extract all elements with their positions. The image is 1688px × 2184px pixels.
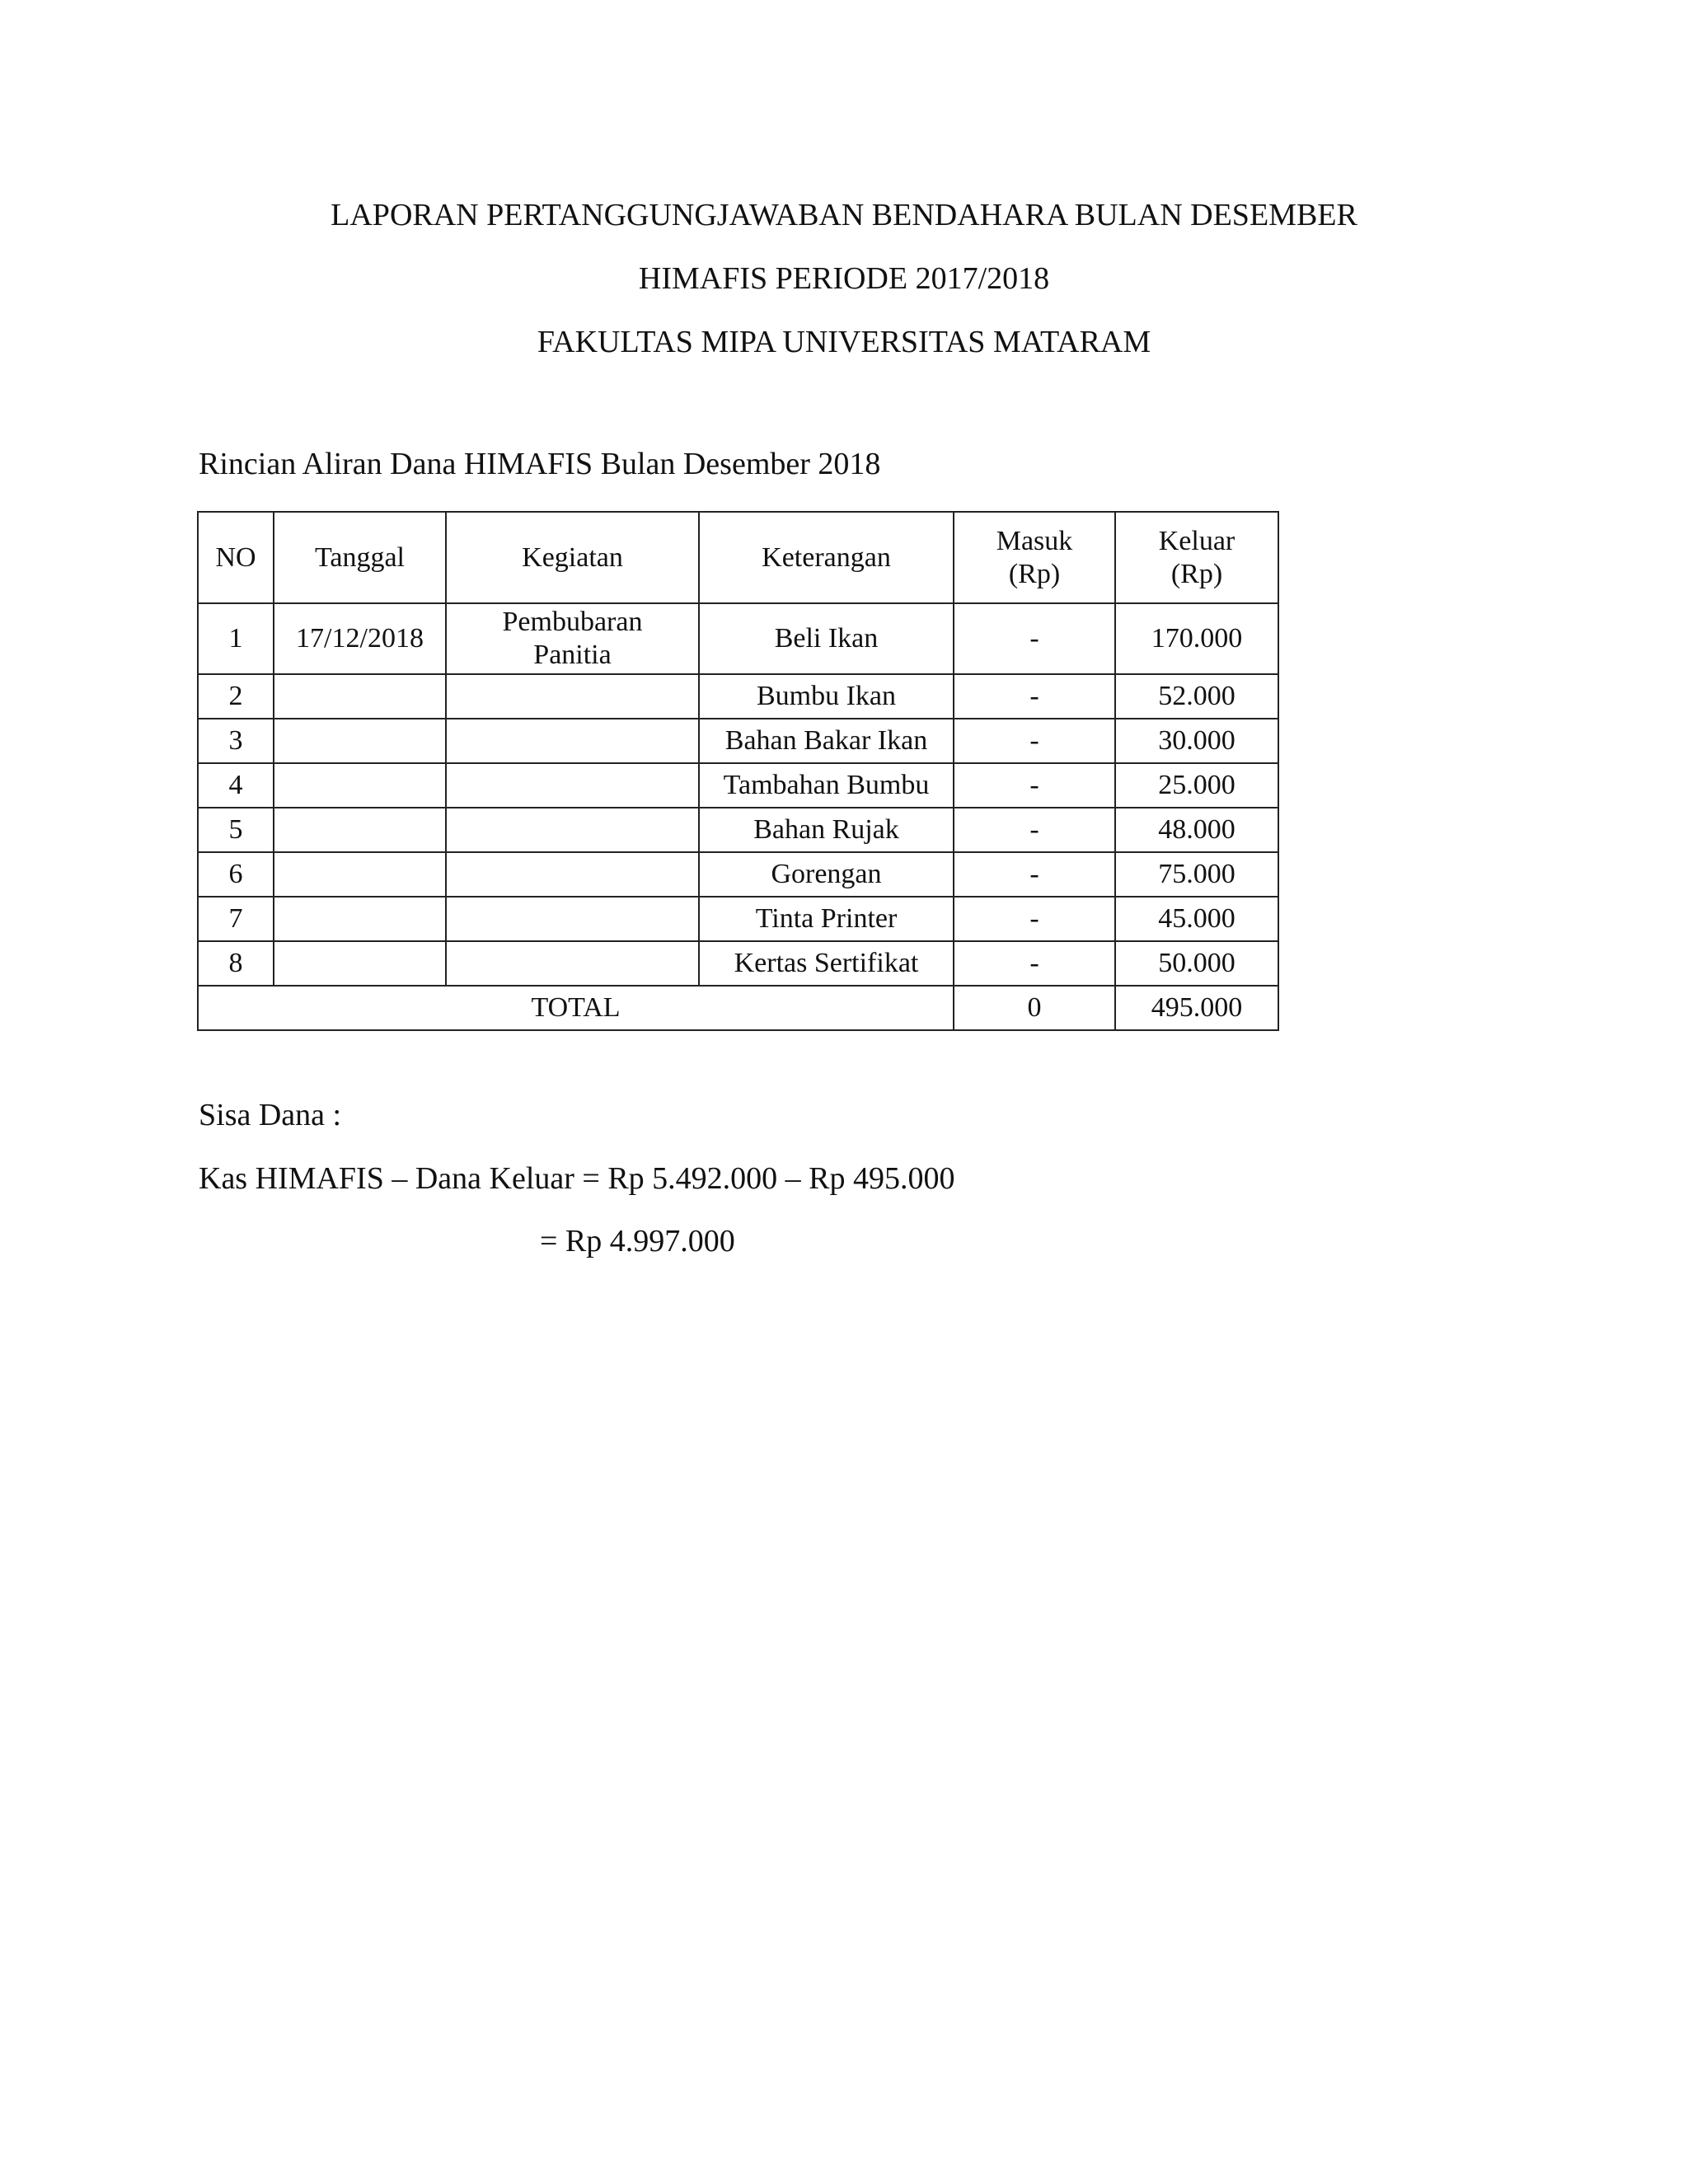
col-header-keluar <box>1115 512 1278 603</box>
cell-keluar: 50.000 <box>1115 941 1278 986</box>
col-header-no: NO <box>198 512 274 603</box>
cell-kegiatan <box>446 852 699 897</box>
table-row <box>198 941 1278 986</box>
cell-tanggal <box>274 763 446 808</box>
cell-keterangan: Tambahan Bumbu <box>699 763 954 808</box>
cell-keterangan: Tinta Printer <box>699 897 954 941</box>
cell-keterangan: Kertas Sertifikat <box>699 941 954 986</box>
table-row <box>198 719 1278 763</box>
cell-keluar: 30.000 <box>1115 719 1278 763</box>
table-row <box>198 763 1278 808</box>
cell-tanggal: 17/12/2018 <box>274 603 446 674</box>
cell-keluar: 48.000 <box>1115 808 1278 852</box>
cell-no: 3 <box>198 719 274 763</box>
cell-tanggal <box>274 719 446 763</box>
cell-masuk: - <box>954 763 1115 808</box>
cell-kegiatan-line1: Pembubaran <box>502 607 643 637</box>
cell-tanggal <box>274 808 446 852</box>
col-header-keterangan: Keterangan <box>699 512 954 603</box>
cell-masuk: - <box>954 603 1115 674</box>
cell-no: 8 <box>198 941 274 986</box>
cell-masuk: - <box>954 941 1115 986</box>
cell-keterangan: Beli Ikan <box>699 603 954 674</box>
cell-no: 2 <box>198 674 274 719</box>
table-header <box>198 512 1278 603</box>
table-row <box>198 603 1278 674</box>
cell-kegiatan <box>446 719 699 763</box>
cell-no: 7 <box>198 897 274 941</box>
col-header-masuk-unit: (Rp) <box>1008 558 1061 589</box>
total-label: TOTAL <box>198 986 954 1030</box>
cell-tanggal <box>274 852 446 897</box>
table-body <box>198 603 1278 1030</box>
cell-masuk: - <box>954 674 1115 719</box>
cell-keluar: 170.000 <box>1115 603 1278 674</box>
col-header-masuk <box>954 512 1115 603</box>
cell-keluar: 45.000 <box>1115 897 1278 941</box>
table-row <box>198 852 1278 897</box>
cell-keluar: 25.000 <box>1115 763 1278 808</box>
col-header-masuk-label: Masuk <box>996 525 1073 556</box>
cell-masuk: - <box>954 852 1115 897</box>
cell-masuk: - <box>954 719 1115 763</box>
fund-flow-table <box>197 511 1279 1031</box>
table-row <box>198 674 1278 719</box>
cell-kegiatan <box>446 603 699 674</box>
cell-keluar: 52.000 <box>1115 674 1278 719</box>
total-row <box>198 986 1278 1030</box>
table-title: Rincian Aliran Dana HIMAFIS Bulan Desember 2018 <box>199 447 881 481</box>
cell-masuk: - <box>954 897 1115 941</box>
total-keluar: 495.000 <box>1115 986 1278 1030</box>
cell-no: 6 <box>198 852 274 897</box>
cell-kegiatan <box>446 808 699 852</box>
cell-kegiatan-line2: Panitia <box>533 640 612 670</box>
cell-masuk: - <box>954 808 1115 852</box>
col-header-keluar-unit: (Rp) <box>1170 558 1223 589</box>
cell-keterangan: Gorengan <box>699 852 954 897</box>
cell-kegiatan <box>446 763 699 808</box>
remaining-funds-label: Sisa Dana : <box>199 1098 342 1132</box>
report-title: LAPORAN PERTANGGUNGJAWABAN BENDAHARA BULAN DESEMBER <box>331 198 1357 232</box>
cell-keterangan: Bahan Rujak <box>699 808 954 852</box>
col-header-kegiatan: Kegiatan <box>446 512 699 603</box>
cell-tanggal <box>274 941 446 986</box>
header-row <box>198 512 1278 603</box>
total-masuk: 0 <box>954 986 1115 1030</box>
cell-keterangan: Bumbu Ikan <box>699 674 954 719</box>
remaining-funds-formula: Kas HIMAFIS – Dana Keluar = Rp 5.492.000 – Rp 495.000 <box>199 1161 955 1196</box>
remaining-funds-result: = Rp 4.997.000 <box>540 1224 735 1258</box>
table-row <box>198 897 1278 941</box>
cell-no: 1 <box>198 603 274 674</box>
cell-kegiatan <box>446 897 699 941</box>
cell-tanggal <box>274 674 446 719</box>
cell-keluar: 75.000 <box>1115 852 1278 897</box>
report-faculty: FAKULTAS MIPA UNIVERSITAS MATARAM <box>537 325 1151 359</box>
cell-tanggal <box>274 897 446 941</box>
col-header-tanggal: Tanggal <box>274 512 446 603</box>
cell-no: 4 <box>198 763 274 808</box>
report-period: HIMAFIS PERIODE 2017/2018 <box>638 261 1050 296</box>
cell-kegiatan <box>446 674 699 719</box>
col-header-keluar-label: Keluar <box>1158 525 1236 556</box>
cell-no: 5 <box>198 808 274 852</box>
table-row <box>198 808 1278 852</box>
cell-keterangan: Bahan Bakar Ikan <box>699 719 954 763</box>
cell-kegiatan <box>446 941 699 986</box>
